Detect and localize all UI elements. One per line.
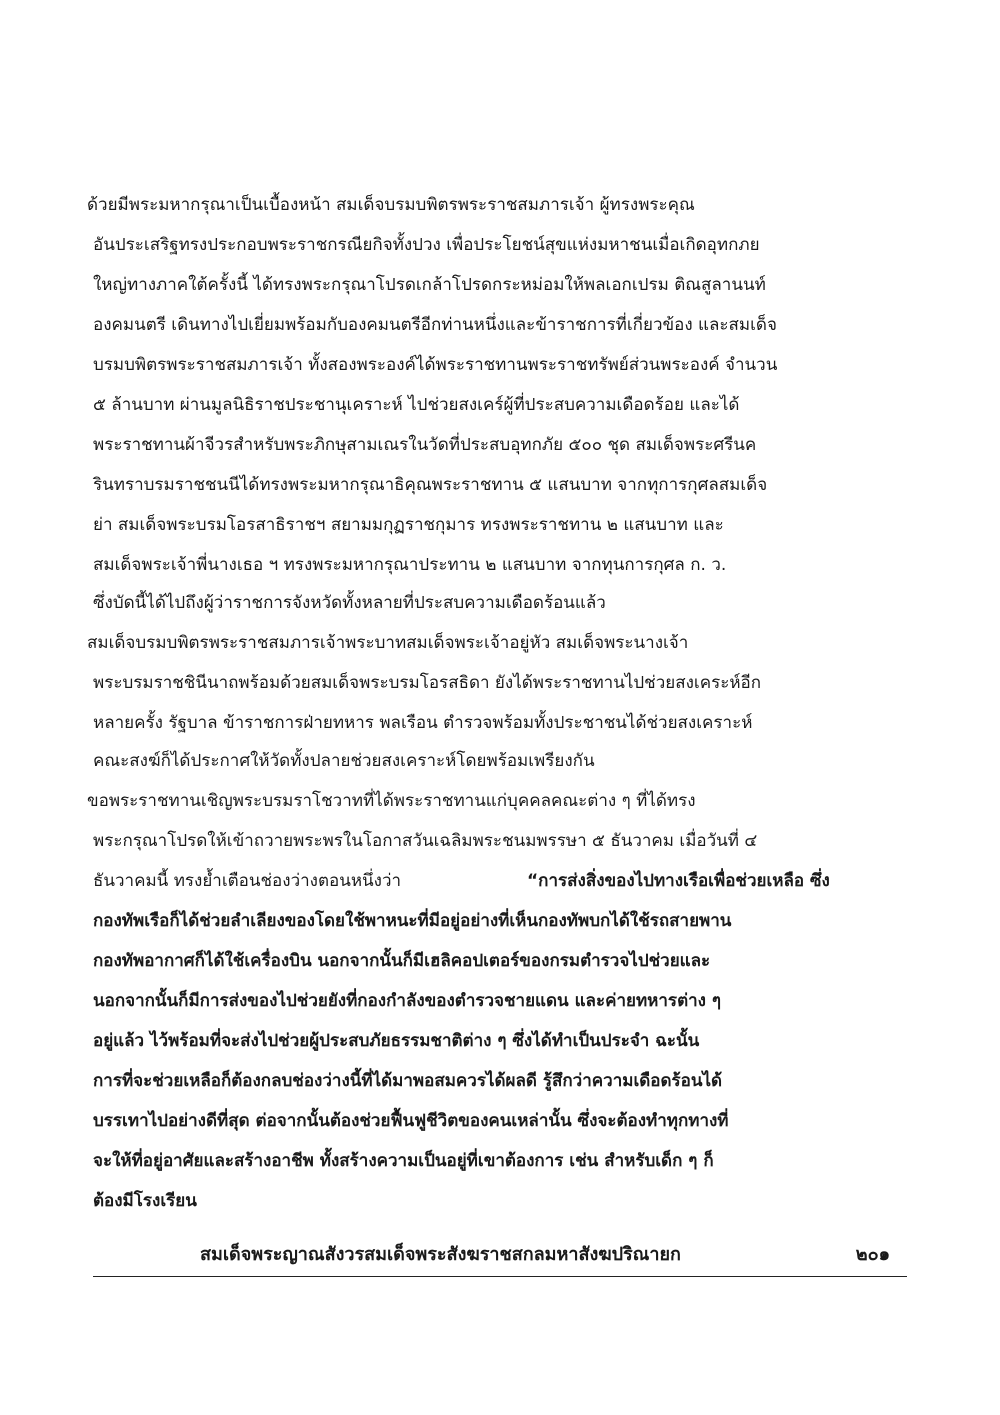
text-line: ย่า สมเด็จพระบรมโอรสาธิราชฯ สยามมกุฏราชกุมาร ทรงพระราชทาน ๒ แสนบาท และ: [93, 515, 724, 535]
quote-line: จะให้ที่อยู่อาศัยและสร้างอาชีพ ทั้งสร้างความเป็นอยู่ที่เขาต้องการ เช่น สำหรับเด็ก ๆ ก็: [93, 1151, 714, 1171]
text-line: องคมนตรี เดินทางไปเยี่ยมพร้อมกับองคมนตรีอีกท่านหนึ่งและข้าราชการที่เกี่ยวข้อง และสมเด็จ: [93, 315, 777, 335]
quote-line: กองทัพเรือก็ได้ช่วยลำเลียงของโดยใช้พาหนะที่มีอยู่อย่างที่เห็นกองทัพบกได้ใช้รถสายพาน: [93, 911, 732, 931]
quote-line: กองทัพอากาศก็ได้ใช้เครื่องบิน นอกจากนั้นก็มีเฮลิคอปเตอร์ของกรมตำรวจไปช่วยและ: [93, 951, 711, 971]
text-line: รินทราบรมราชชนนีได้ทรงพระมหากรุณาธิคุณพระราชทาน ๕ แสนบาท จากทุการกุศลสมเด็จ: [93, 475, 768, 495]
page-number: ๒๐๑: [855, 1244, 890, 1265]
quote-line: ต้องมีโรงเรียน: [93, 1191, 197, 1211]
text-line: บรมบพิตรพระราชสมภารเจ้า ทั้งสองพระองค์ได้พระราชทานพระราชทรัพย์ส่วนพระองค์ จำนวน: [93, 355, 778, 375]
quote-line: การที่จะช่วยเหลือก็ต้องกลบช่องว่างนี้ที่ได้มาพอสมควรได้ผลดี รู้สึกว่าความเดือดร้อนได้: [93, 1071, 723, 1091]
text-line: สมเด็จพระเจ้าพี่นางเธอ ฯ ทรงพระมหากรุณาประทาน ๒ แสนบาท จากทุนการกุศล ก. ว.: [93, 555, 727, 575]
footer-title: สมเด็จพระญาณสังวรสมเด็จพระสังฆราชสกลมหาสังฆปริณายก: [200, 1244, 681, 1265]
text-line: คณะสงฆ์ก็ได้ประกาศให้วัดทั้งปลายช่วยสงเคราะห์โดยพร้อมเพรียงกัน: [93, 751, 595, 771]
text-line: สมเด็จบรมบพิตรพระราชสมภารเจ้าพระบาทสมเด็จพระเจ้าอยู่หัว สมเด็จพระนางเจ้า: [87, 633, 689, 653]
text-line: พระราชทานผ้าจีวรสำหรับพระภิกษุสามเณรในวัดที่ประสบอุทกภัย ๕๐๐ ชุด สมเด็จพระศรีนค: [93, 435, 757, 455]
royal-quote-start: “การส่งสิ่งของไปทางเรือเพื่อช่วยเหลือ ซึ่ง: [527, 871, 830, 891]
text-line: ใหญ่ทางภาคใต้ครั้งนี้ ได้ทรงพระกรุณาโปรดเกล้าโปรดกระหม่อมให้พลเอกเปรม ติณสูลานนท์: [93, 275, 766, 295]
text-line: หลายครั้ง รัฐบาล ข้าราชการฝ่ายทหาร พลเรือน ตำรวจพร้อมทั้งประชาชนได้ช่วยสงเคราะห์: [93, 713, 753, 733]
quote-line: อยู่แล้ว ไว้พร้อมที่จะส่งไปช่วยผู้ประสบภัยธรรมชาติต่าง ๆ ซึ่งได้ทำเป็นประจำ ฉะนั้น: [93, 1031, 700, 1051]
text-line: ซึ่งบัดนี้ได้ไปถึงผู้ว่าราชการจังหวัดทั้งหลายที่ประสบความเดือดร้อนแล้ว: [93, 593, 606, 613]
footer-divider: [93, 1276, 907, 1277]
text-segment: ธันวาคมนี้ ทรงย้ำเตือนช่องว่างตอนหนึ่งว่า: [93, 871, 402, 891]
text-line: ด้วยมีพระมหากรุณาเป็นเบื้องหน้า สมเด็จบรมบพิตรพระราชสมภารเจ้า ผู้ทรงพระคุณ: [87, 195, 695, 215]
quote-line: บรรเทาไปอย่างดีที่สุด ต่อจากนั้นต้องช่วยฟื้นฟูชีวิตของคนเหล่านั้น ซึ่งจะต้องทำทุกทางที่: [93, 1111, 729, 1131]
text-line: ๕ ล้านบาท ผ่านมูลนิธิราชประชานุเคราะห์ ไปช่วยสงเคร์ผู้ที่ประสบความเดือดร้อย และได้: [93, 395, 740, 415]
quote-line: นอกจากนั้นก็มีการส่งของไปช่วยยังที่กองกำลังของตำรวจชายแดน และค่ายทหารต่าง ๆ: [93, 991, 722, 1011]
text-line: พระบรมราชชินีนาถพร้อมด้วยสมเด็จพระบรมโอรสธิดา ยังได้พระราชทานไปช่วยสงเคระห์อีก: [93, 673, 762, 693]
text-line: พระกรุณาโปรดให้เข้าถวายพระพรในโอกาสวันเฉลิมพระชนมพรรษา ๕ ธันวาคม เมื่อวันที่ ๔: [93, 831, 758, 851]
text-line: ขอพระราชทานเชิญพระบรมราโชวาทที่ได้พระราชทานแก่บุคคลคณะต่าง ๆ ที่ได้ทรง: [87, 791, 696, 811]
text-line: อันประเสริฐทรงประกอบพระราชกรณียกิจทั้งปวง เพื่อประโยชน์สุขแห่งมหาชนเมื่อเกิดอุทกภย: [93, 235, 760, 255]
text-line: [93, 861, 830, 901]
